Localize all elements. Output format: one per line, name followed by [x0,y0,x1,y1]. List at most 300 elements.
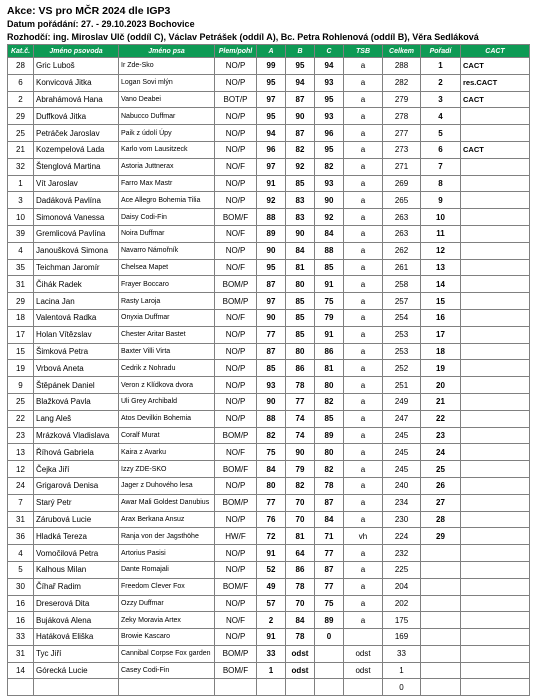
cell-cact: CACT [461,141,530,158]
cell-handler: Vrbová Aneta [34,360,119,377]
cell-rank [421,645,461,662]
cell-breed-sex: NO/F [215,225,257,242]
cell-cat-no: 4 [8,242,34,259]
cell-score-b: 85 [286,293,315,310]
cell-dog: Awar Mali Goldest Danubius [119,494,215,511]
cell-score-c: 0 [315,629,344,646]
cell-dog: Karlo vom Lausitzeck [119,141,215,158]
cell-total: 245 [383,461,421,478]
cell-rank: 2 [421,74,461,91]
table-row [8,393,530,410]
cell-rank: 23 [421,427,461,444]
cell-rank [421,545,461,562]
cell-cact [461,393,530,410]
cell-handler: Gric Luboš [34,58,119,75]
table-row [8,360,530,377]
cell-breed-sex: NO/P [215,545,257,562]
cell-score-a: 88 [257,410,286,427]
cell-rank: 6 [421,141,461,158]
cell-score-c: 89 [315,612,344,629]
cell-tsb: a [344,209,383,226]
table-row [8,511,530,528]
cell-handler: Abrahámová Hana [34,91,119,108]
cell-handler: Kalhous Milan [34,561,119,578]
cell-score-b: 80 [286,343,315,360]
cell-score-a: 77 [257,494,286,511]
cell-score-a: 88 [257,209,286,226]
cell-cat-no: 4 [8,545,34,562]
cell-score-b: 84 [286,242,315,259]
cell-score-c: 88 [315,242,344,259]
cell-total: 258 [383,276,421,293]
cell-handler: Šimková Petra [34,343,119,360]
cell-rank: 3 [421,91,461,108]
cell-cat-no: 2 [8,91,34,108]
results-table [7,44,530,696]
cell-score-a: 97 [257,91,286,108]
cell-score-b [286,679,315,696]
cell-total: 265 [383,192,421,209]
col-header-dog: Jméno psa [119,45,215,58]
table-row [8,477,530,494]
cell-score-c: 87 [315,494,344,511]
cell-score-a: 1 [257,662,286,679]
cell-score-c [315,662,344,679]
cell-breed-sex: NO/P [215,343,257,360]
cell-total: 249 [383,393,421,410]
cell-dog: Cedrik z Nohradu [119,360,215,377]
cell-cact: CACT [461,91,530,108]
table-row [8,108,530,125]
table-header-row [8,45,530,58]
cell-tsb: a [344,125,383,142]
col-header-cat-no: Kat.č. [8,45,34,58]
cell-total: 263 [383,209,421,226]
cell-breed-sex: NO/P [215,242,257,259]
cell-cat-no: 18 [8,309,34,326]
cell-breed-sex: BOM/P [215,276,257,293]
cell-score-b: 90 [286,108,315,125]
table-body [8,58,530,696]
cell-total: 261 [383,259,421,276]
cell-score-b: 82 [286,141,315,158]
table-row [8,645,530,662]
cell-tsb: a [344,242,383,259]
cell-handler: Górecká Lucie [34,662,119,679]
cell-cat-no: 13 [8,444,34,461]
cell-cat-no: 33 [8,629,34,646]
cell-handler: Štenglová Martina [34,158,119,175]
table-row [8,326,530,343]
cell-rank: 27 [421,494,461,511]
cell-score-b: 85 [286,326,315,343]
cell-rank: 18 [421,343,461,360]
cell-cat-no: 36 [8,528,34,545]
cell-rank: 4 [421,108,461,125]
cell-score-a: 97 [257,293,286,310]
cell-rank [421,595,461,612]
cell-handler: Simonová Vanessa [34,209,119,226]
cell-score-c: 94 [315,58,344,75]
cell-score-b: 92 [286,158,315,175]
cell-cat-no: 30 [8,578,34,595]
cell-score-b: 64 [286,545,315,562]
cell-rank: 12 [421,242,461,259]
cell-rank: 8 [421,175,461,192]
cell-cat-no: 21 [8,141,34,158]
table-row [8,427,530,444]
cell-cact [461,494,530,511]
cell-score-b: 85 [286,309,315,326]
cell-cact [461,528,530,545]
cell-cact [461,477,530,494]
cell-total: 245 [383,444,421,461]
cell-rank [421,561,461,578]
cell-rank: 24 [421,444,461,461]
cell-cact: CACT [461,58,530,75]
cell-score-b: 86 [286,561,315,578]
cell-score-a: 49 [257,578,286,595]
table-row [8,175,530,192]
cell-score-c [315,679,344,696]
cell-score-c: 93 [315,74,344,91]
cell-total: 263 [383,225,421,242]
cell-tsb: a [344,343,383,360]
cell-score-c: 82 [315,393,344,410]
cell-score-a: 90 [257,242,286,259]
cell-dog: Baxter Villi Virta [119,343,215,360]
cell-cat-no: 3 [8,192,34,209]
cell-score-a: 90 [257,309,286,326]
cell-dog: Cannibal Corpse Fox garden [119,645,215,662]
cell-cat-no: 14 [8,662,34,679]
cell-cact [461,326,530,343]
cell-handler: Mrázková Vladislava [34,427,119,444]
cell-handler: Říhová Gabriela [34,444,119,461]
cell-score-c: 79 [315,309,344,326]
cell-breed-sex: NO/P [215,595,257,612]
cell-breed-sex: NO/P [215,561,257,578]
cell-dog: Ranja von der Jagsthöhe [119,528,215,545]
cell-tsb: a [344,259,383,276]
cell-cact [461,209,530,226]
cell-tsb: a [344,511,383,528]
cell-score-a: 94 [257,125,286,142]
cell-cat-no: 5 [8,561,34,578]
cell-dog: Kaira z Avarku [119,444,215,461]
cell-tsb: a [344,377,383,394]
cell-score-c: 87 [315,561,344,578]
cell-cact [461,444,530,461]
cell-breed-sex: BOM/F [215,461,257,478]
cell-score-b: 82 [286,477,315,494]
cell-score-c: 90 [315,192,344,209]
cell-total: 169 [383,629,421,646]
cell-score-b: 78 [286,578,315,595]
cell-score-a: 85 [257,360,286,377]
cell-score-b: 70 [286,494,315,511]
cell-handler: Kozempelová Lada [34,141,119,158]
cell-score-b: 78 [286,629,315,646]
cell-tsb: a [344,225,383,242]
cell-rank: 15 [421,293,461,310]
col-header-rank: Pořadí [421,45,461,58]
cell-tsb: a [344,427,383,444]
cell-score-c: 80 [315,444,344,461]
cell-breed-sex [215,679,257,696]
col-header-breed-sex: Plem/pohl [215,45,257,58]
cell-rank: 29 [421,528,461,545]
cell-score-a: 92 [257,192,286,209]
cell-dog: Ir Zde-Sko [119,58,215,75]
cell-dog: Noira Duffmar [119,225,215,242]
cell-handler: Čejka Jiří [34,461,119,478]
cell-cat-no: 16 [8,612,34,629]
cell-score-a: 84 [257,461,286,478]
cell-rank: 14 [421,276,461,293]
cell-score-b: 85 [286,175,315,192]
cell-score-c: 78 [315,477,344,494]
table-row [8,209,530,226]
cell-total: 204 [383,578,421,595]
table-row [8,578,530,595]
table-row [8,309,530,326]
cell-dog: Arax Berkana Ansuz [119,511,215,528]
cell-breed-sex: NO/F [215,309,257,326]
cell-total: 277 [383,125,421,142]
cell-breed-sex: NO/P [215,410,257,427]
cell-dog: Ozzy Duffmar [119,595,215,612]
cell-score-a: 2 [257,612,286,629]
cell-score-a: 33 [257,645,286,662]
col-header-cact: CACT [461,45,530,58]
cell-breed-sex: NO/P [215,360,257,377]
cell-score-a: 72 [257,528,286,545]
cell-score-b: 77 [286,393,315,410]
cell-handler: Holan Vítězslav [34,326,119,343]
cell-total: 254 [383,309,421,326]
cell-handler: Konvicová Jitka [34,74,119,91]
cell-breed-sex: NO/F [215,612,257,629]
table-row [8,343,530,360]
cell-breed-sex: NO/P [215,58,257,75]
cell-breed-sex: NO/P [215,393,257,410]
table-row [8,679,530,696]
cell-tsb: a [344,561,383,578]
cell-cact [461,242,530,259]
col-header-tsb: TSB [344,45,383,58]
cell-score-c: 84 [315,225,344,242]
cell-total: 33 [383,645,421,662]
cell-rank: 10 [421,209,461,226]
judges-line: Rozhodčí: ing. Miroslav Ulč (oddíl C), Václav Petrášek (oddíl A), Bc. Petra Rohlenová (oddíl B), Věra Sedláková [7,32,479,42]
cell-cact [461,343,530,360]
cell-score-c: 75 [315,293,344,310]
cell-cact [461,158,530,175]
table-row [8,125,530,142]
cell-score-b: 94 [286,74,315,91]
cell-score-c: 89 [315,427,344,444]
cell-cat-no: 17 [8,326,34,343]
cell-score-a: 77 [257,326,286,343]
cell-tsb [344,679,383,696]
table-row [8,276,530,293]
cell-score-a: 96 [257,141,286,158]
table-row [8,461,530,478]
cell-score-c: 82 [315,158,344,175]
cell-total: 1 [383,662,421,679]
cell-cact [461,360,530,377]
cell-score-b: 86 [286,360,315,377]
cell-cat-no: 15 [8,343,34,360]
table-row [8,662,530,679]
cell-score-c: 84 [315,511,344,528]
cell-score-c: 93 [315,108,344,125]
col-header-a: A [257,45,286,58]
cell-cat-no: 25 [8,125,34,142]
cell-score-c: 95 [315,91,344,108]
cell-cat-no: 12 [8,461,34,478]
cell-dog: Uli Grey Archibald [119,393,215,410]
cell-tsb: a [344,192,383,209]
cell-score-c: 85 [315,410,344,427]
cell-breed-sex: NO/P [215,74,257,91]
cell-cat-no: 35 [8,259,34,276]
cell-total: 0 [383,679,421,696]
cell-dog: Chester Aritar Bastet [119,326,215,343]
cell-cat-no: 9 [8,377,34,394]
cell-total: 224 [383,528,421,545]
cell-handler: Hatáková Eliška [34,629,119,646]
cell-score-b: 87 [286,125,315,142]
table-row [8,545,530,562]
cell-breed-sex: NO/P [215,326,257,343]
cell-score-a: 91 [257,545,286,562]
cell-rank: 5 [421,125,461,142]
cell-tsb: a [344,393,383,410]
cell-handler: Hladká Tereza [34,528,119,545]
cell-total: 240 [383,477,421,494]
cell-score-c: 71 [315,528,344,545]
cell-handler: Číhař Radim [34,578,119,595]
cell-cat-no: 24 [8,477,34,494]
cell-handler: Teichman Jaromír [34,259,119,276]
cell-handler: Lang Aleš [34,410,119,427]
cell-cact [461,629,530,646]
cell-cat-no: 23 [8,427,34,444]
table-row [8,595,530,612]
cell-rank [421,612,461,629]
cell-dog: Casey Codi-Fin [119,662,215,679]
table-row [8,377,530,394]
cell-score-b: 80 [286,276,315,293]
cell-tsb: a [344,477,383,494]
cell-tsb: a [344,326,383,343]
cell-cact [461,175,530,192]
cell-tsb: a [344,74,383,91]
cell-tsb: a [344,175,383,192]
cell-rank: 1 [421,58,461,75]
table-row [8,242,530,259]
cell-score-a: 52 [257,561,286,578]
cell-tsb: a [344,293,383,310]
cell-tsb: a [344,578,383,595]
cell-handler: Dreserová Dita [34,595,119,612]
cell-dog: Rasty Laroja [119,293,215,310]
cell-cact [461,645,530,662]
cell-score-a: 90 [257,393,286,410]
cell-breed-sex: BOM/F [215,209,257,226]
cell-handler: Janoušková Simona [34,242,119,259]
cell-dog: Astoria Juttnerax [119,158,215,175]
cell-total: 253 [383,326,421,343]
cell-total: 262 [383,242,421,259]
cell-cat-no: 31 [8,511,34,528]
cell-dog: Navarro Námořník [119,242,215,259]
cell-handler: Grigarová Denisa [34,477,119,494]
cell-tsb: a [344,309,383,326]
cell-tsb: a [344,612,383,629]
cell-dog: Dante Romajali [119,561,215,578]
cell-score-c: 93 [315,175,344,192]
cell-score-a: 91 [257,629,286,646]
cell-score-a: 87 [257,276,286,293]
cell-cact [461,276,530,293]
cell-dog: Frayer Boccaro [119,276,215,293]
cell-total: 252 [383,360,421,377]
cell-cact [461,545,530,562]
cell-tsb: a [344,595,383,612]
table-row [8,528,530,545]
cell-score-b: 90 [286,444,315,461]
cell-cact [461,377,530,394]
cell-rank: 26 [421,477,461,494]
cell-breed-sex: NO/P [215,377,257,394]
cell-breed-sex: BOM/P [215,427,257,444]
cell-total: 271 [383,158,421,175]
cell-cat-no: 22 [8,410,34,427]
cell-dog: Nabucco Duffmar [119,108,215,125]
cell-cat-no: 39 [8,225,34,242]
cell-total: 202 [383,595,421,612]
cell-rank: 13 [421,259,461,276]
cell-tsb: a [344,461,383,478]
table-row [8,91,530,108]
cell-dog: Daisy Codi-Fin [119,209,215,226]
cell-handler: Vomočilová Petra [34,545,119,562]
cell-score-b: 83 [286,209,315,226]
cell-rank: 7 [421,158,461,175]
table-row [8,225,530,242]
cell-score-c: 96 [315,125,344,142]
cell-tsb: a [344,360,383,377]
col-header-total: Celkem [383,45,421,58]
cell-rank: 16 [421,309,461,326]
cell-tsb: a [344,444,383,461]
cell-dog [119,679,215,696]
cell-score-c: 77 [315,545,344,562]
cell-cat-no: 16 [8,595,34,612]
cell-tsb: a [344,276,383,293]
table-row [8,259,530,276]
cell-breed-sex: NO/P [215,125,257,142]
cell-dog: Browie Kascaro [119,629,215,646]
cell-score-c: 91 [315,276,344,293]
cell-total: 225 [383,561,421,578]
cell-dog: Veron z Klídkova dvora [119,377,215,394]
cell-score-a: 57 [257,595,286,612]
cell-dog: Chelsea Mapet [119,259,215,276]
